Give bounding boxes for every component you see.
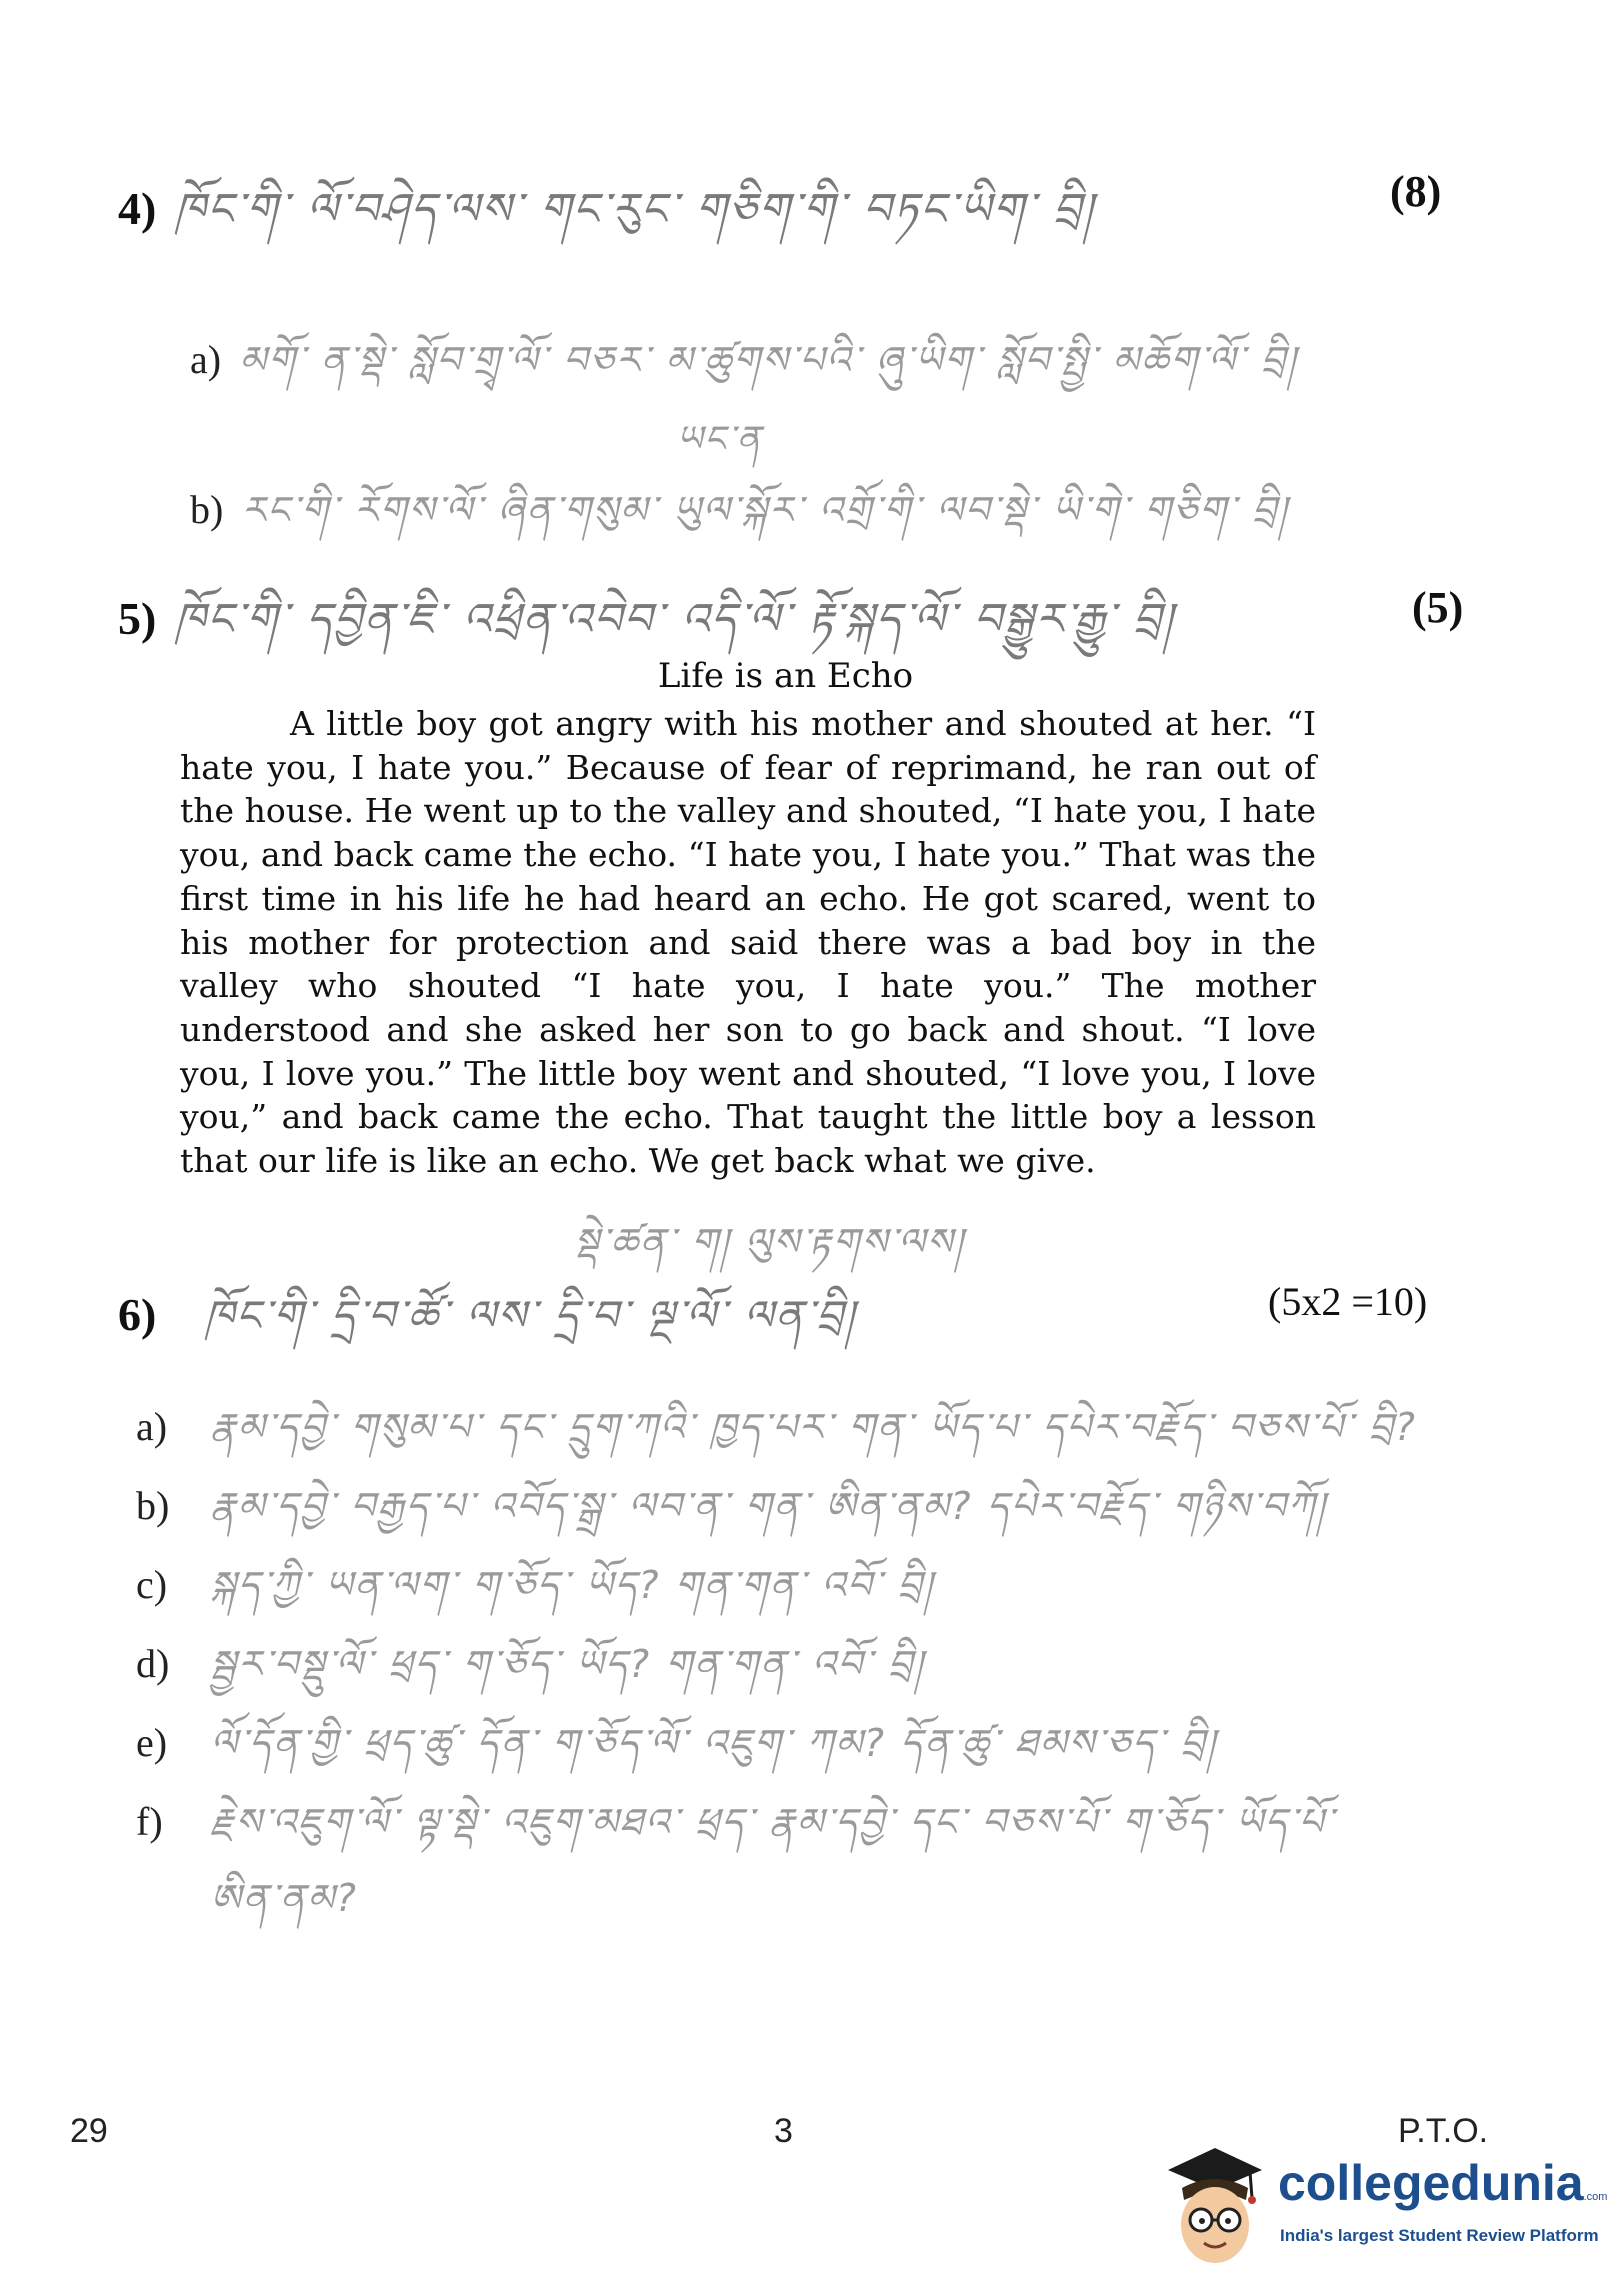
collegedunia-logo (1160, 2140, 1607, 2270)
page-number: 3 (774, 2112, 793, 2150)
item-label: f) (136, 1799, 163, 1844)
option-text: མགོ་ ན་སྡེ་ སློབ་གྲྭ་ལོ་ བཅར་ མ་ཚུགས་པའི་ ཞུ་ཡིག་ སློབ་སྤྱི་ མཆོག་ལོ་ བྲི། (239, 338, 1298, 382)
logo-wordmark (1278, 2154, 1607, 2212)
item-text: རྣམ་དབྱེ་ གསུམ་པ་ དང་ དྲུག་ཀའི་ ཁྱད་པར་ གན་ ཡོད་པ་ དཔེར་བརྗོད་ བཅས་པོ་ བྲི? (210, 1405, 1417, 1449)
item-label: c) (136, 1562, 168, 1607)
marks-label: (8) (1390, 167, 1442, 216)
item-label: d) (136, 1641, 170, 1686)
logo-tagline: India's largest Student Review Platform (1280, 2226, 1599, 2245)
marks-label: (5) (1412, 583, 1464, 632)
item-text: སྐད་ཀྱི་ ཡན་ལག་ ག་ཅོད་ ཡོད? གན་གན་ འབོ་ བྲི། (210, 1563, 934, 1607)
question-number: 6) (118, 1289, 157, 1340)
question-text: ཁོང་གི་ ལོ་བཤེད་ལས་ གང་རུང་ གཅིག་གི་ བཏང་ཡིག་ བྲི། (174, 184, 1095, 235)
q6-item-f-continuation: ཨིན་ནམ? (210, 1876, 358, 1920)
item-text: ལོ་དོན་གྱི་ ཕྲད་ཚུ་ དོན་ ག་ཅོད་ལོ་ འཇུག་ ཀམ? དོན་ཚུ་ ཐམས་ཅད་ བྲི། (210, 1721, 1217, 1765)
item-label: a) (136, 1404, 168, 1449)
logo-domain: .com (1583, 2191, 1607, 2203)
page-code: 29 (70, 2112, 108, 2150)
question-number: 4) (118, 183, 157, 234)
item-text: སྦྱར་བསྡུ་ལོ་ ཕྲད་ ག་ཅོད་ ཡོད? གན་གན་ འབོ་ བྲི། (210, 1642, 925, 1686)
question-number: 5) (118, 593, 157, 644)
item-label: e) (136, 1720, 168, 1765)
passage-title: Life is an Echo (657, 656, 914, 696)
option-label: b) (190, 487, 224, 532)
question-6 (118, 1268, 856, 1387)
item-text: རྗེས་འཇུག་ལོ་ ལྟ་སྡེ་ འཇུག་མཐའ་ ཕྲད་ རྣམ་དབྱེ་ དང་ བཅས་པོ་ ག་ཅོད་ ཡོད་པོ་ (210, 1800, 1335, 1844)
pto-label: P.T.O. (1398, 2112, 1489, 2150)
question-text: ཁོང་གི་ དྲི་བ་ཚོ་ ལས་ དྲི་བ་ ལྔ་ལོ་ ལན་བྲི། (204, 1291, 856, 1340)
option-text: རང་གི་ རོགས་ལོ་ ཞིན་གསུམ་ ཡུལ་སྐོར་ འགྲོ་གི་ ལབ་སྡེ་ ཡི་གེ་ གཅིག་ བྲི། (241, 488, 1289, 532)
question-4 (118, 160, 1095, 284)
q4-option-b (190, 468, 1288, 575)
mascot-icon (1160, 2140, 1270, 2270)
question-text: ཁོང་གི་ དབྱིན་ཇི་ འཕྲིན་འབེབ་ འདི་ལོ་ རྟོ་སྐད་ལོ་ བསྒྱུར་རྒྱུ་ བྲི། (174, 594, 1175, 645)
logo-name: collegedunia (1278, 2155, 1584, 2211)
or-separator: ཡང་ན (676, 419, 763, 460)
section-heading: སྡེ་ཚན་ ག། ལུས་རྟགས་ལས། (574, 1220, 965, 1264)
item-label: b) (136, 1483, 170, 1528)
option-label: a) (190, 337, 222, 382)
passage-body: A little boy got angry with his mother and shouted at her. “I hate you, I hate you.” Because of fear of reprimand, he ran out of the house. He went up to the valley and shouted, “I hate you, I hate you, and back came the echo. “I hate you, I hate you.” That was the first time in his life he had heard an echo. He got scared, went to his mother for protection and said there was a bad boy in the valley who shouted “I hate you, I hate you.” The mother understood and she asked her son to go back and shout. “I love you, I love you.” The little boy went and shouted, “I love you, I love you,” and back came the echo. That taught the little boy a lesson that our life is like an echo. We get back what we give. (180, 704, 1316, 1181)
item-text: རྣམ་དབྱེ་ བརྒྱད་པ་ འབོད་སྒྲ་ ལབ་ན་ གན་ ཨིན་ནམ? དཔེར་བརྗོད་ གཉིས་བཀོ། (210, 1484, 1327, 1528)
marks-label: (5x2 =10) (1268, 1279, 1428, 1324)
